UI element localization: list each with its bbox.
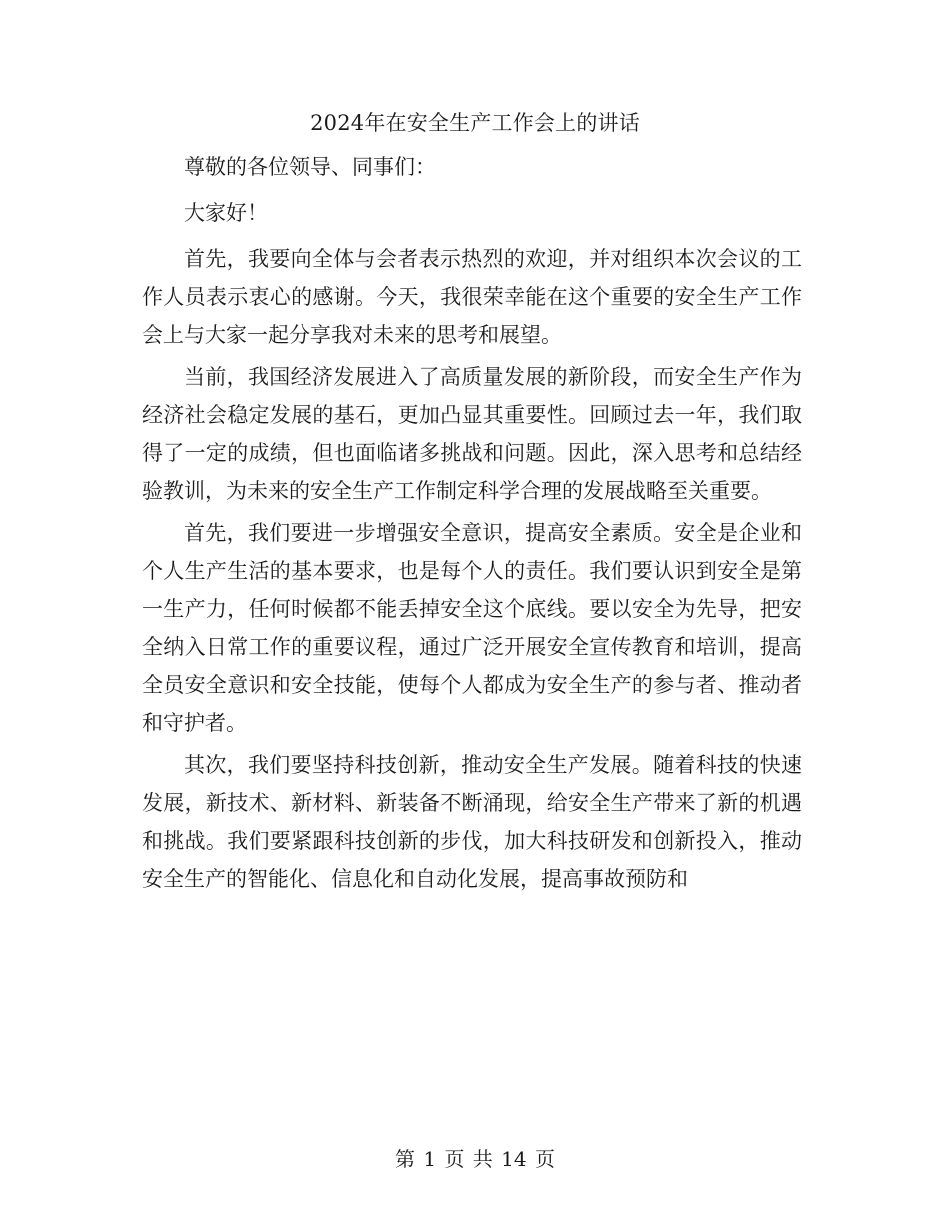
greeting-line: 尊敬的各位领导、同事们： [184, 155, 436, 179]
paragraph-context: 当前，我国经济发展进入了高质量发展的新阶段，而安全生产作为经济社会稳定发展的基石，更加凸显其重要性。回顾过去一年，我们取得了一定的成绩，但也面临诸多挑战和问题。因此，深入思考和总结经验教训，为未来的安全生产工作制定科学合理的发展战略至关重要。 [142, 365, 802, 503]
paragraph-safety-awareness: 首先，我们要进一步增强安全意识，提高安全素质。安全是企业和个人生产生活的基本要求，也是每个人的责任。我们要认识到安全是第一生产力，任何时候都不能丢掉安全这个底线。要以安全为先导，把安全纳入日常工作的重要议程，通过广泛开展安全宣传教育和培训，提高全员安全意识和安全技能，使每个人都成为安全生产的参与者、推动者和守护者。 [142, 521, 802, 735]
page-footer [0, 1145, 950, 1173]
page-number-label: 第 1 页 共 14 页 [395, 1147, 555, 1171]
paragraph-welcome: 首先，我要向全体与会者表示热烈的欢迎，并对组织本次会议的工作人员表示衷心的感谢。今天，我很荣幸能在这个重要的安全生产工作会上与大家一起分享我对未来的思考和展望。 [142, 247, 802, 347]
paragraph-tech-innovation: 其次，我们要坚持科技创新，推动安全生产发展。随着科技的快速发展，新技术、新材料、新装备不断涌现，给安全生产带来了新的机遇和挑战。我们要紧跟科技创新的步伐，加大科技研发和创新投入，推动安全生产的智能化、信息化和自动化发展，提高事故预防和 [142, 753, 802, 891]
opening-line: 大家好！ [184, 201, 268, 225]
document-body [142, 148, 802, 902]
document-title: 2024年在安全生产工作会上的讲话 [310, 111, 640, 135]
